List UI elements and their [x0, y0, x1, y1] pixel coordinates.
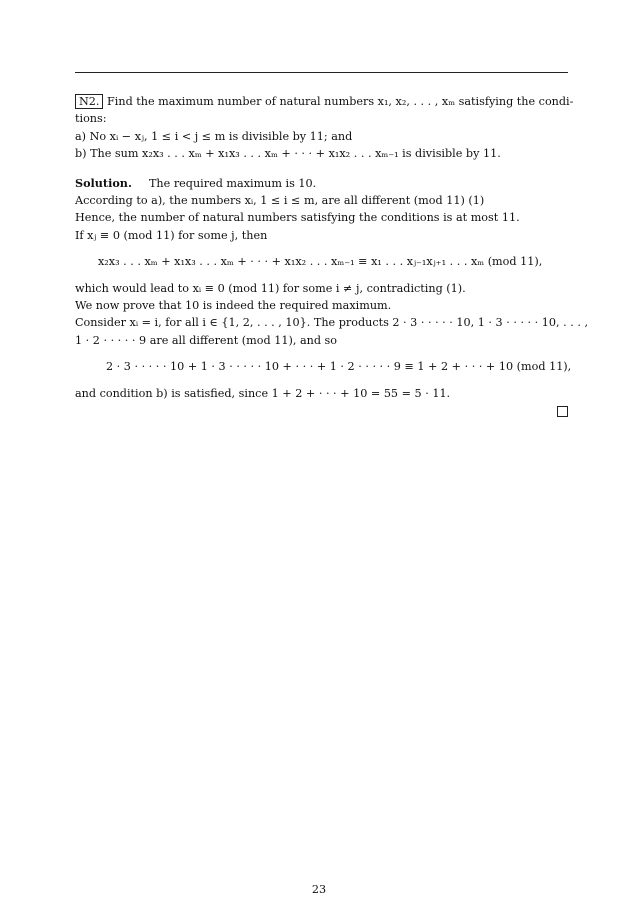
condition-a: a) No xᵢ − xⱼ, 1 ≤ i < j ≤ m is divisible by 11; and [75, 129, 353, 143]
problem-statement-line-1 [75, 93, 574, 110]
page-number: 23 [311, 883, 327, 896]
spacer [75, 163, 568, 175]
problem-text: Find the maximum number of natural numbers x₁, x₂, . . . , xₘ satisfying the condi- [107, 95, 574, 108]
solution-line-5: We now prove that 10 is indeed the required maximum. [75, 299, 392, 313]
qed-row [75, 402, 568, 419]
solution-line-2: Hence, the number of natural numbers satisfying the conditions is at most 11. [75, 211, 520, 225]
solution-line-7: 1 · 2 · · · · · 9 are all different (mod 11), and so [75, 333, 338, 347]
solution-line-4: which would lead to xᵢ ≡ 0 (mod 11) for some i ≠ j, contradicting (1). [75, 281, 466, 295]
solution-line-3: If xⱼ ≡ 0 (mod 11) for some j, then [75, 228, 268, 242]
problem-statement-line-2: tions: [75, 112, 107, 126]
qed-square-icon [557, 406, 568, 417]
solution-heading: Solution. [75, 175, 132, 190]
solution-intro-line [75, 175, 568, 192]
solution-line-6: Consider xᵢ = i, for all i ∈ {1, 2, . . . , 10}. The products 2 · 3 · · · · · 10, 1 · 3 · · · · · 10, . . . , [75, 316, 589, 330]
page-content [75, 93, 589, 419]
condition-b: b) The sum x₂x₃ . . . xₘ + x₁x₃ . . . xₘ + · · · + x₁x₂ . . . xₘ₋₁ is divisible by 11. [75, 147, 501, 161]
solution-line-8: and condition b) is satisfied, since 1 + 2 + · · · + 10 = 55 = 5 · 11. [75, 386, 451, 400]
solution-answer: The required maximum is 10. [148, 176, 317, 190]
top-rule [75, 72, 568, 73]
display-equation-2: 2 · 3 · · · · · 10 + 1 · 3 · · · · · 10 + · · · + 1 · 2 · · · · · 9 ≡ 1 + 2 + · · · + 10 (mod 11), [106, 360, 572, 374]
display-equation-1: x₂x₃ . . . xₘ + x₁x₃ . . . xₘ + · · · + x₁x₂ . . . xₘ₋₁ ≡ x₁ . . . xⱼ₋₁xⱼ₊₁ . . . xₘ (mod 11), [98, 255, 543, 269]
solution-line-1: According to a), the numbers xᵢ, 1 ≤ i ≤ m, are all different (mod 11) (1) [75, 194, 485, 208]
problem-label: N2. [75, 94, 103, 109]
